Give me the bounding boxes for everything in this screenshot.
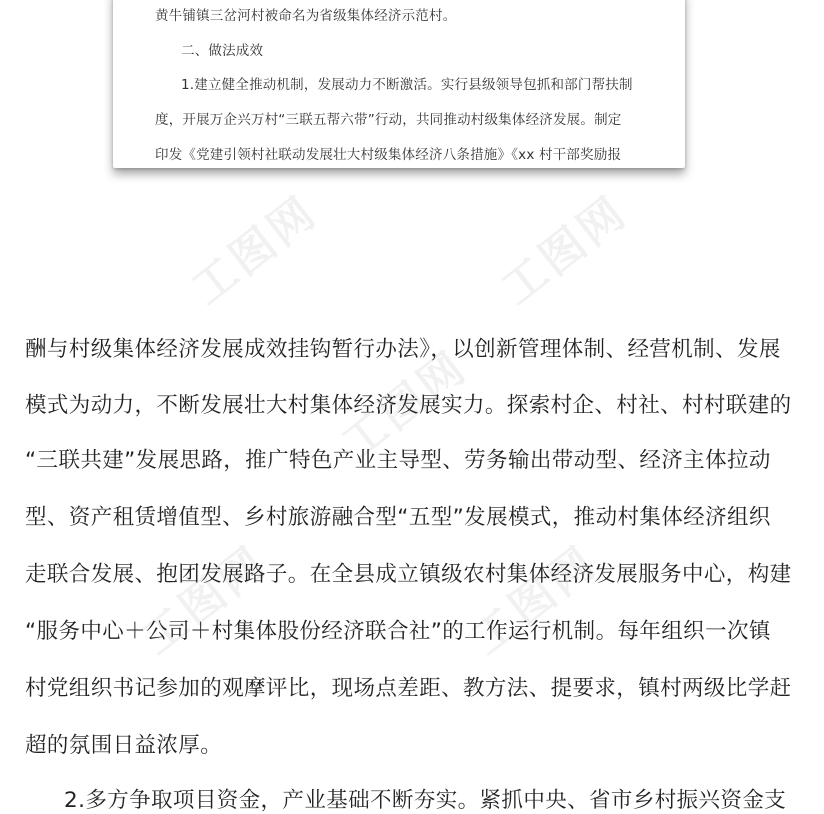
body-line: 超的氛围日益浓厚。	[25, 733, 223, 758]
preview-section-heading: 二、做法成效	[181, 43, 264, 59]
watermark: 工图网	[492, 186, 638, 315]
document-preview-card	[113, 0, 685, 168]
watermark: 工图网	[332, 341, 478, 470]
preview-line: 度，开展万企兴万村“三联五帮六带”行动，共同推动村级集体经济发展。制定	[155, 112, 622, 128]
preview-line: 1.建立健全推动机制，发展动力不断激活。实行县级领导包抓和部门帮扶制	[181, 77, 633, 93]
body-line: 村党组织书记参加的观摩评比，现场点差距、教方法、提要求，镇村两级比学赶	[25, 676, 792, 701]
body-line: 酬与村级集体经济发展成效挂钩暂行办法》，以创新管理体制、经营机制、发展	[25, 337, 781, 362]
preview-line: 黄牛铺镇三岔河村被命名为省级集体经济示范村。	[155, 8, 457, 24]
watermark: 工图网	[462, 536, 608, 665]
body-line: 2.多方争取项目资金，产业基础不断夯实。紧抓中央、省市乡村振兴资金支	[64, 788, 787, 813]
watermark: 工图网	[132, 536, 278, 665]
body-line: 走联合发展、抱团发展路子。在全县成立镇级农村集体经济发展服务中心，构建	[25, 562, 792, 587]
body-line: 型、资产租赁增值型、乡村旅游融合型“五型”发展模式，推动村集体经济组织	[25, 505, 771, 530]
preview-line: 印发《党建引领村社联动发展壮大村级集体经济八条措施》《xx 村干部奖励报	[155, 147, 622, 163]
body-line: “三联共建”发展思路，推广特色产业主导型、劳务输出带动型、经济主体拉动	[25, 448, 771, 473]
body-line: “服务中心＋公司＋村集体股份经济联合社”的工作运行机制。每年组织一次镇	[25, 619, 771, 644]
body-line: 模式为动力，不断发展壮大村集体经济发展实力。探索村企、村社、村村联建的	[25, 393, 792, 418]
watermark: 工图网	[182, 186, 328, 315]
